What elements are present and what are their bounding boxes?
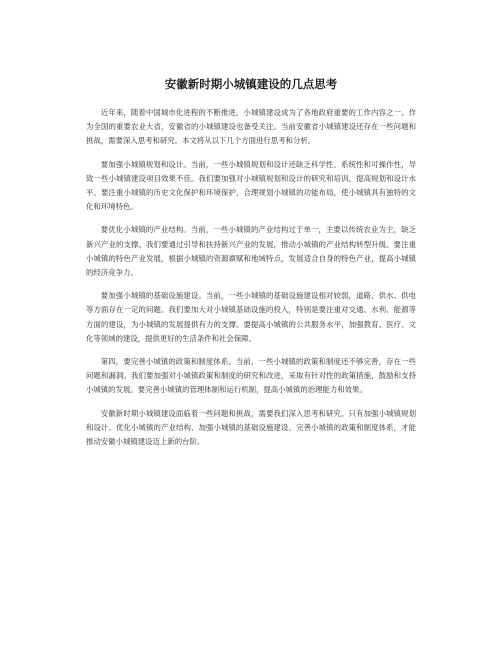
- paragraph-infrastructure: 要加强小城镇的基础设施建设。当前，一些小城镇的基础设施建设相对较弱，道路、供水、供电等方面存在一定的问题。我们要加大对小城镇基础设施的投入，特别是要注重对交通、水利、能源等方面的建设，为小城镇的发展提供有力的支撑。要提高小城镇的公共服务水平，加强教育、医疗、文化等领域的建设，提供更好的生活条件和社会保障。: [86, 291, 416, 343]
- paragraph-intro: 近年来，随着中国城市化进程的不断推进，小城镇建设成为了各地政府重要的工作内容之一。作为全国的重要农业大省，安徽省的小城镇建设也备受关注。当前安徽省小城镇建设还存在一些问题和挑战，需要深入思考和研究。本文将从以下几个方面进行思考和分析。: [86, 108, 416, 146]
- paragraph-planning: 要加强小城镇规划和设计。当前，一些小城镇规划和设计还缺乏科学性、系统性和可操作性，导致一些小城镇建设项目效果不佳。我们要加强对小城镇规划和设计的研究和培训，提高规划和设计水平。要注重小城镇的历史文化保护和环境保护，合理规划小城镇的功能布局，使小城镇具有独特的文化和环境特色。: [86, 159, 416, 212]
- paragraph-industry: 要优化小城镇的产业结构。当前，一些小城镇的产业结构过于单一，主要以传统农业为主，缺乏新兴产业的支撑。我们要通过引导和扶持新兴产业的发展，推动小城镇的产业结构转型升级。要注重小城镇的特色产业发展，根据小城镇的资源禀赋和地域特点，发展适合自身的特色产业，提高小城镇的经济竞争力。: [86, 225, 416, 278]
- paragraph-policy: 第四，要完善小城镇的政策和制度体系。当前，一些小城镇的政策和制度还不够完善，存在一些问题和漏洞。我们要加强对小城镇政策和制度的研究和改进，采取有针对性的政策措施，鼓励和支持小城镇的发展。要完善小城镇的管理体制和运行机制，提高小城镇的治理能力和效果。: [86, 357, 416, 395]
- document-title: 安徽新时期小城镇建设的几点思考: [164, 77, 338, 91]
- paragraph-conclusion: 安徽新时期小城镇建设面临着一些问题和挑战，需要我们深入思考和研究。只有加强小城镇规划和设计、优化小城镇的产业结构、加强小城镇的基础设施建设、完善小城镇的政策和制度体系，才能推动安徽小城镇建设迈上新的台阶。: [86, 408, 416, 447]
